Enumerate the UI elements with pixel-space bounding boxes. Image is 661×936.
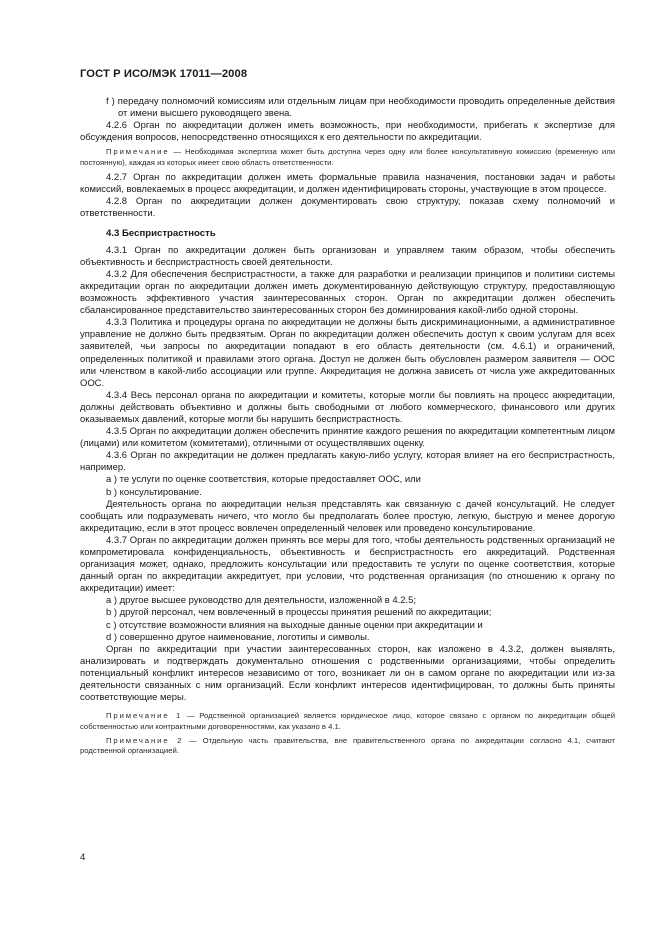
paragraph-4-3-2: 4.3.2 Для обеспечения беспристрастности, а также для разработки и реализации принципов и политики системы аккредитации орган по аккредитации должен иметь документированную действующую структуру, предоставляющую возможность эффективного участия заинтересованных сторон. Орган по аккредитации должен обеспечить сбалансированное представительство заинтересованных сторон без доминирования какой-либо одной стороны. — [80, 268, 615, 317]
paragraph-4-3-5: 4.3.5 Орган по аккредитации должен обеспечить принятие каждого решения по аккредитации компетентным лицом (лицами) или комитетом (комитетами), отличными от осуществлявших оценку. — [80, 426, 615, 450]
note-label: Примечание — [106, 147, 170, 157]
paragraph-4-3-7: 4.3.7 Орган по аккредитации должен принять все меры для того, чтобы деятельность родственных организаций не компрометировала конфиденциальность, объективность и беспристрастность его аккредитаций. Родственная организация может, однако, предложить консультации или предоставить те услуги по оценке соответствия, которые данный орган по аккредитации аккредитует, при условии, что родственная организация (по отношению к органу по аккредитации) имеет: — [80, 534, 615, 595]
page-header-standard-title: ГОСТ Р ИСО/МЭК 17011—2008 — [80, 68, 248, 80]
list-item-4-3-7-d: d ) совершенно другое наименование, логотипы и символы. — [106, 631, 370, 643]
note-text: — Необходимая экспертиза может быть доступна через одну или более консультативную комиссию (временную или постоянную), каждая из которых имеет свою область ответственности. — [80, 147, 615, 167]
note-2 — [80, 736, 615, 757]
section-heading-4-3: 4.3 Беспристрастность — [106, 227, 216, 239]
paragraph-4-3-6-continuation: Деятельность органа по аккредитации нельзя представлять как связанную с дачей консультаций. Не следует сообщать или подразумевать ничего, что могло бы предполагать более простую, легкую, быструю и менее дорогую аккредитацию, если в этот процесс вовлечен определенный человек или проведено консультирование. — [80, 498, 615, 534]
list-item-4-3-7-a: a ) другое высшее руководство для деятельности, изложенной в 4.2.5; — [106, 595, 417, 607]
note-1-label: Примечание 1 — [106, 711, 183, 721]
list-item-f: f ) передачу полномочий комиссиям или отдельным лицам при необходимости проводить определенные действия от имени высшего руководящего звена. — [106, 96, 615, 120]
note-1-text: — Родственной организацией является юридическое лицо, которое связано с органом по аккредитации общей собственностью или контрактными договоренностями, как указано в 4.1. — [80, 711, 615, 731]
paragraph-4-2-6: 4.2.6 Орган по аккредитации должен иметь возможность, при необходимости, прибегать к экспертизе для обсуждения вопросов, непосредственно относящихся к его деятельности по аккредитации. — [80, 120, 615, 144]
list-item-4-3-6-a: a ) те услуги по оценке соответствия, которые предоставляет ООС, или — [106, 474, 421, 486]
paragraph-4-2-7: 4.2.7 Орган по аккредитации должен иметь формальные правила назначения, постановки задач и работы комиссий, вовлекаемых в процесс аккредитации, и должен идентифицировать стороны, участвующие в этом процессе. — [80, 172, 615, 196]
spacer — [80, 704, 615, 708]
document-body — [80, 96, 615, 761]
list-item-4-3-7-c: c ) отсутствие возможности влияния на выходные данные оценки при аккредитации и — [106, 619, 483, 631]
paragraph-4-3-4: 4.3.4 Весь персонал органа по аккредитации и комитеты, которые могли бы повлиять на процесс аккредитации, должны действовать объективно и должны быть свободными от любого коммерческого, финансового или других оказываемых давлений, которые могли бы нарушить беспристрастность. — [80, 389, 615, 425]
paragraph-4-3-1: 4.3.1 Орган по аккредитации должен быть организован и управляем таким образом, чтобы обеспечить объективность и беспристрастность своей деятельности. — [80, 244, 615, 268]
note-2-text: — Отдельную часть правительства, вне правительственного органа по аккредитации согласно 4.1, считают родственной организацией. — [80, 736, 615, 756]
paragraph-4-3-3: 4.3.3 Политика и процедуры органа по аккредитации не должны быть дискриминационными, а административное управление не должно быть предвзятым. Орган по аккредитации должен обеспечить доступ к своим услугам для всех заявителей, чьи запросы по аккредитации попадают в его область деятельности (см. 4.6.1) и ограничений, определенных политикой и правилами этого органа. Доступ не должен быть обусловлен размером заявителя — ООС или членством в какой-либо ассоциации или группе. Аккредитация не должна зависеть от числа уже аккредитованных ООС. — [80, 317, 615, 389]
note-2-label: Примечание 2 — [106, 736, 184, 746]
paragraph-4-3-6: 4.3.6 Орган по аккредитации не должен предлагать какую-либо услугу, которая влияет на его беспристрастность, например. — [80, 450, 615, 474]
page-number: 4 — [80, 852, 86, 863]
list-item-4-3-6-b: b ) консультирование. — [106, 486, 202, 498]
note-1 — [80, 711, 615, 732]
paragraph-4-2-8: 4.2.8 Орган по аккредитации должен документировать свою структуру, показав схему полномочий и ответственности. — [80, 196, 615, 220]
paragraph-4-3-7-continuation: Орган по аккредитации при участии заинтересованных сторон, как изложено в 4.3.2, должен выявлять, анализировать и подтверждать документально отношения с родственными организациями, чтобы определить потенциальный конфликт интересов независимо от того, возникает ли он в самом органе по аккредитации или из-за деятельности связанных с ним организаций. Если конфликт интересов идентифицирован, то должны быть приняты соответствующие меры. — [80, 643, 615, 704]
note-4-2-6 — [80, 147, 615, 168]
list-item-4-3-7-b: b ) другой персонал, чем вовлеченный в процессы принятия решений по аккредитации; — [106, 607, 492, 619]
